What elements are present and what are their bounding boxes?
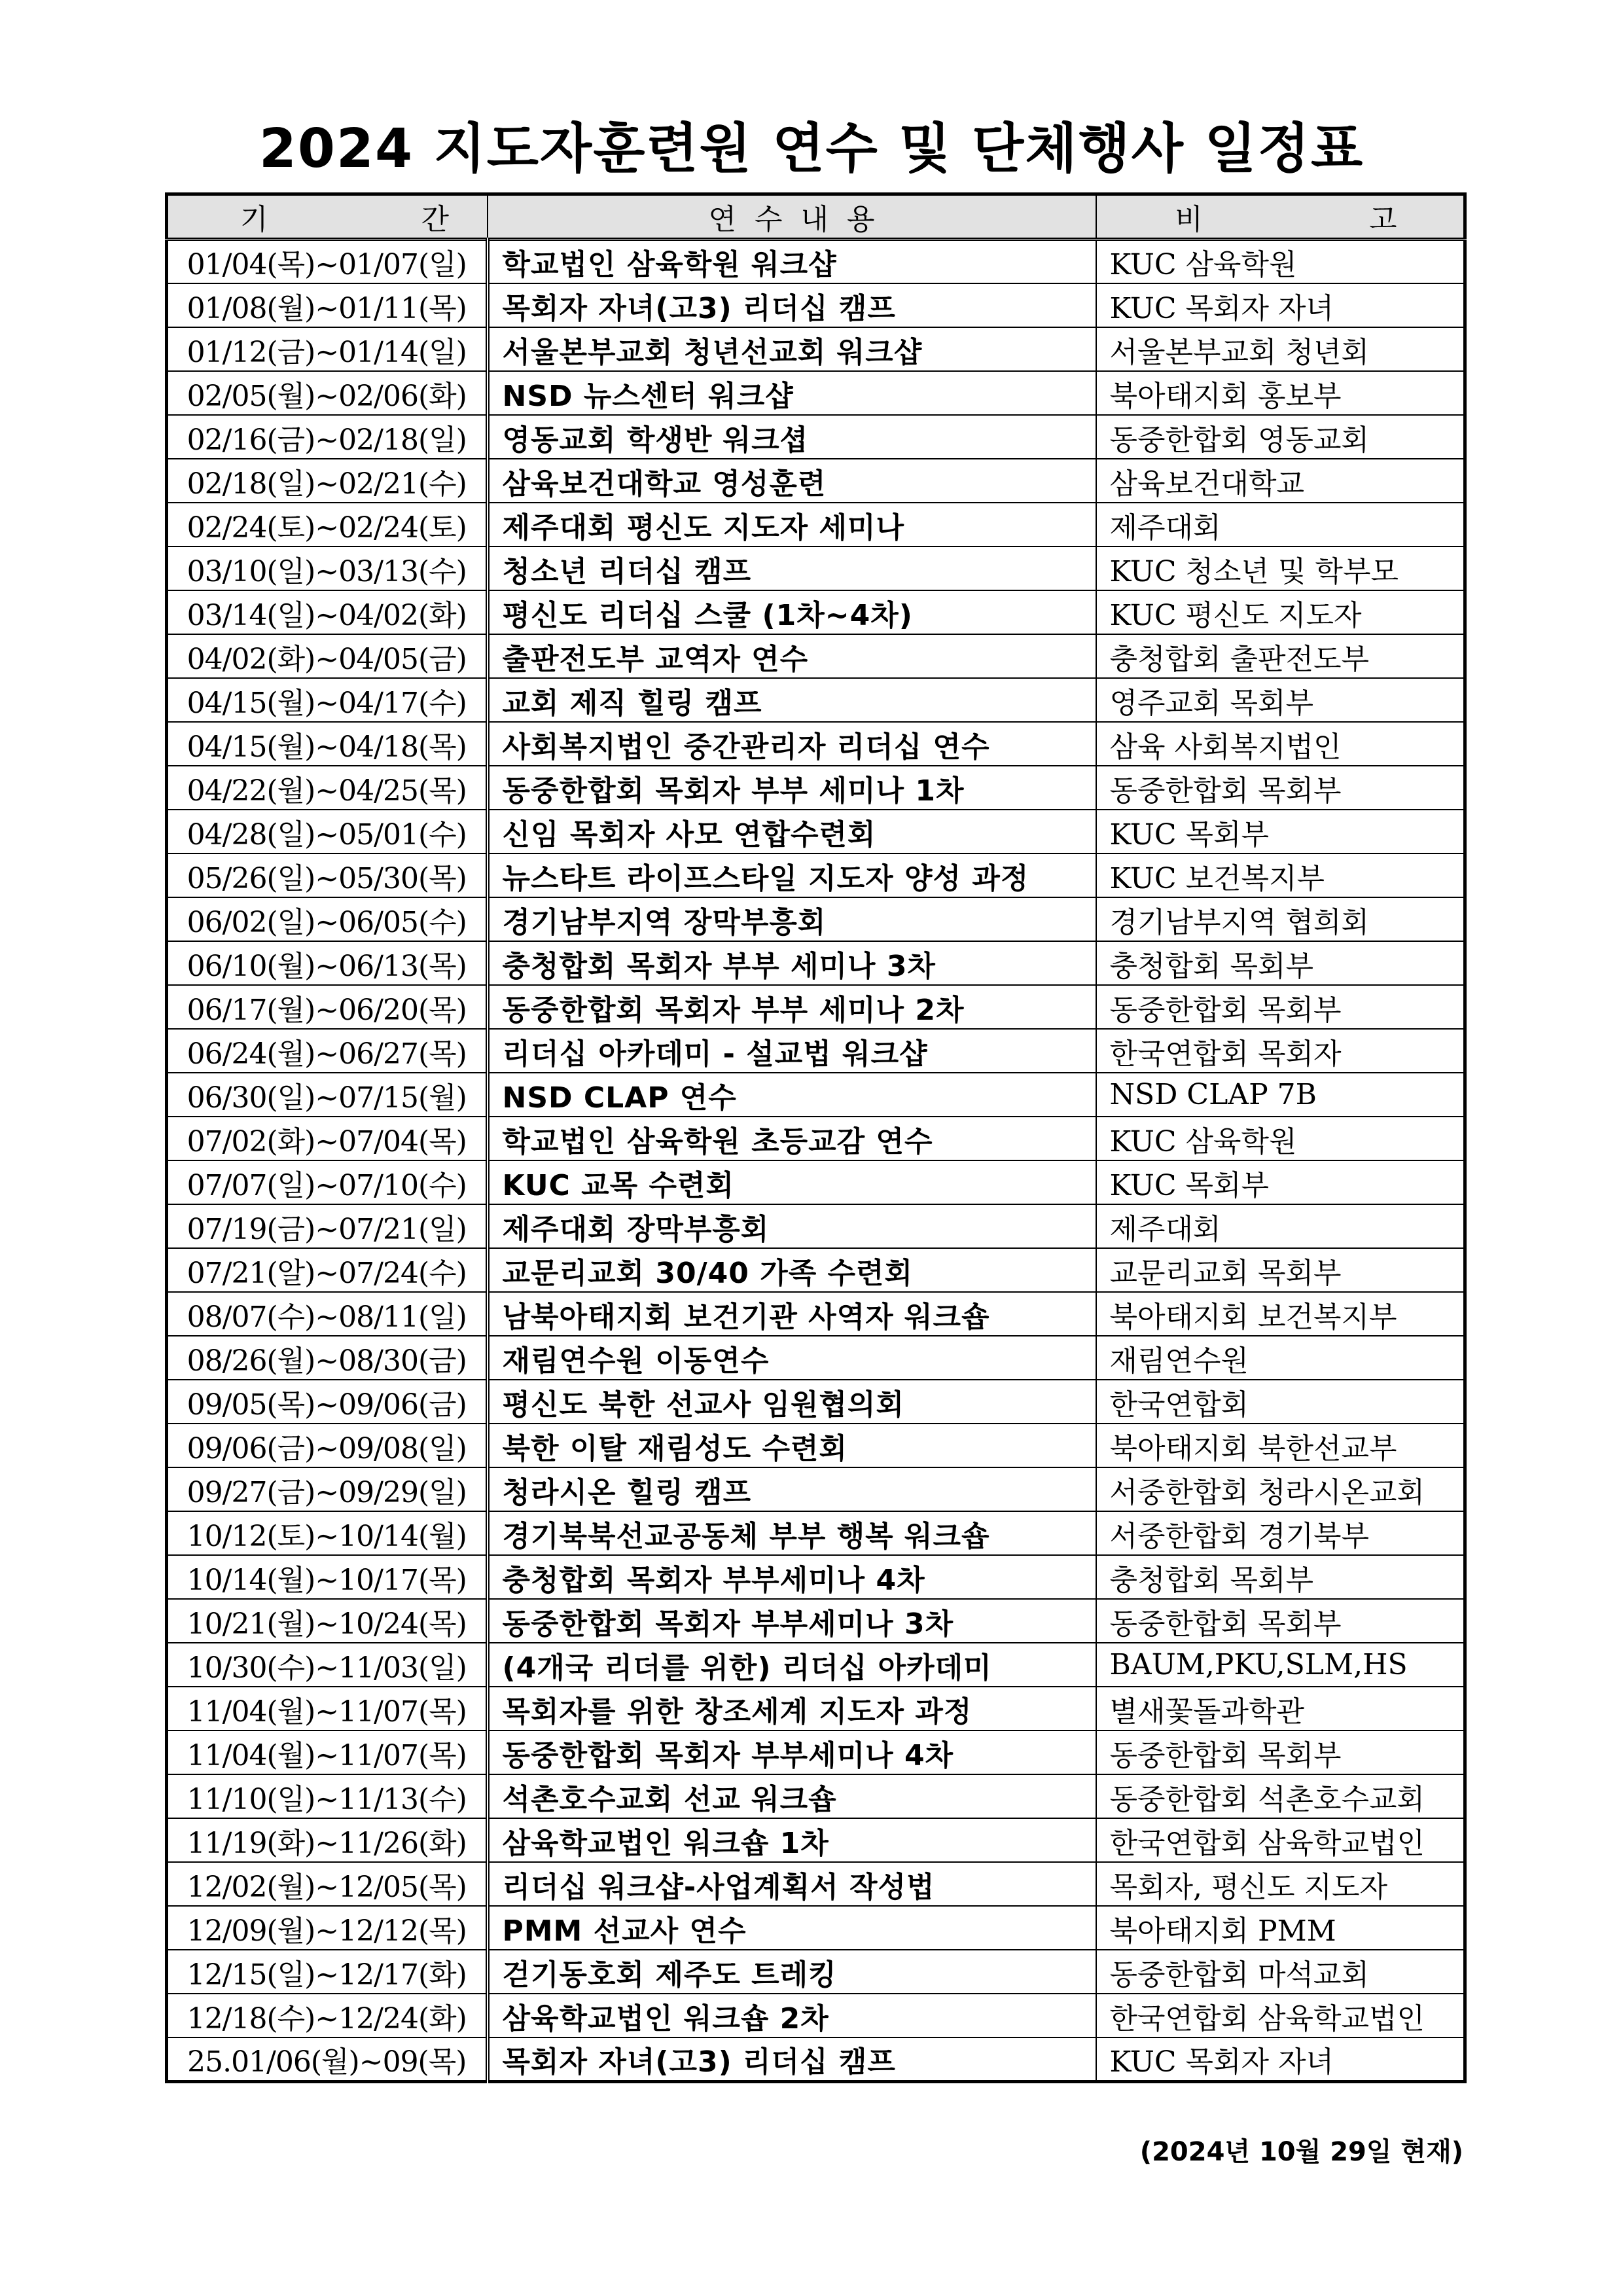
- table-row: [167, 1994, 1465, 2037]
- content-cell: 걷기동호회 제주도 트레킹: [488, 1950, 1096, 1994]
- period-cell: 11/19(화)~11/26(화): [167, 1818, 488, 1862]
- period-cell: 04/22(월)~04/25(목): [167, 766, 488, 810]
- table-row: [167, 1687, 1465, 1731]
- table-row: [167, 810, 1465, 853]
- content-cell: 남북아태지회 보건기관 사역자 워크숍: [488, 1292, 1096, 1336]
- content-cell: 충청합회 목회자 부부 세미나 3차: [488, 941, 1096, 985]
- schedule-body: [167, 240, 1465, 2082]
- period-cell: 06/02(일)~06/05(수): [167, 897, 488, 941]
- table-row: [167, 897, 1465, 941]
- content-cell: 동중한합회 목회자 부부 세미나 1차: [488, 766, 1096, 810]
- period-cell: 12/15(일)~12/17(화): [167, 1950, 488, 1994]
- column-header-note: 비 고: [1096, 194, 1465, 240]
- table-row: [167, 1731, 1465, 1774]
- table-row: [167, 1117, 1465, 1160]
- period-cell: 01/04(목)~01/07(일): [167, 240, 488, 284]
- period-cell: 11/04(월)~11/07(목): [167, 1687, 488, 1731]
- table-row: [167, 1511, 1465, 1555]
- table-row: [167, 941, 1465, 985]
- page-title: 2024 지도자훈련원 연수 및 단체행사 일정표: [259, 118, 1364, 180]
- period-cell: 03/10(일)~03/13(수): [167, 547, 488, 590]
- note-cell: 한국연합회: [1096, 1380, 1465, 1424]
- table-row: [167, 240, 1465, 284]
- period-cell: 04/15(월)~04/18(목): [167, 722, 488, 766]
- note-cell: 영주교회 목회부: [1096, 678, 1465, 722]
- table-row: [167, 1424, 1465, 1467]
- content-cell: 청라시온 힐링 캠프: [488, 1467, 1096, 1511]
- column-header-content: 연수내용: [488, 194, 1096, 240]
- content-cell: 경기북북선교공동체 부부 행복 워크숍: [488, 1511, 1096, 1555]
- table-row: [167, 1906, 1465, 1950]
- content-cell: 평신도 북한 선교사 임원협의회: [488, 1380, 1096, 1424]
- table-row: [167, 1950, 1465, 1994]
- note-cell: 동중한합회 목회부: [1096, 985, 1465, 1029]
- note-cell: 교문리교회 목회부: [1096, 1248, 1465, 1292]
- period-cell: 02/18(일)~02/21(수): [167, 459, 488, 503]
- column-header-period: 기 간: [167, 194, 488, 240]
- period-cell: 10/21(월)~10/24(목): [167, 1599, 488, 1643]
- content-cell: 목회자를 위한 창조세계 지도자 과정: [488, 1687, 1096, 1731]
- period-cell: 06/30(일)~07/15(월): [167, 1073, 488, 1117]
- note-cell: KUC 목회자 자녀: [1096, 2037, 1465, 2082]
- table-row: [167, 590, 1465, 634]
- table-row: [167, 1029, 1465, 1073]
- note-cell: 재림연수원: [1096, 1336, 1465, 1380]
- content-cell: NSD CLAP 연수: [488, 1073, 1096, 1117]
- period-cell: 05/26(일)~05/30(목): [167, 853, 488, 897]
- period-cell: 04/02(화)~04/05(금): [167, 634, 488, 678]
- table-row: [167, 1073, 1465, 1117]
- note-cell: KUC 목회자 자녀: [1096, 283, 1465, 327]
- table-row: [167, 1774, 1465, 1818]
- content-cell: 삼육보건대학교 영성훈련: [488, 459, 1096, 503]
- period-cell: 11/10(일)~11/13(수): [167, 1774, 488, 1818]
- period-cell: 01/12(금)~01/14(일): [167, 327, 488, 371]
- period-cell: 07/21(알)~07/24(수): [167, 1248, 488, 1292]
- table-row: [167, 547, 1465, 590]
- note-cell: BAUM,PKU,SLM,HS: [1096, 1643, 1465, 1687]
- period-cell: 06/17(월)~06/20(목): [167, 985, 488, 1029]
- note-cell: 한국연합회 목회자: [1096, 1029, 1465, 1073]
- note-cell: 북아태지회 보건복지부: [1096, 1292, 1465, 1336]
- content-cell: 삼육학교법인 워크숍 1차: [488, 1818, 1096, 1862]
- period-cell: 09/06(금)~09/08(일): [167, 1424, 488, 1467]
- content-cell: KUC 교목 수련회: [488, 1160, 1096, 1204]
- table-row: [167, 1292, 1465, 1336]
- note-cell: 북아태지회 PMM: [1096, 1906, 1465, 1950]
- note-cell: 북아태지회 북한선교부: [1096, 1424, 1465, 1467]
- note-cell: 북아태지회 홍보부: [1096, 371, 1465, 415]
- content-cell: 학교법인 삼육학원 워크샵: [488, 240, 1096, 284]
- period-cell: 08/26(월)~08/30(금): [167, 1336, 488, 1380]
- note-cell: KUC 목회부: [1096, 810, 1465, 853]
- table-row: [167, 283, 1465, 327]
- table-row: [167, 1818, 1465, 1862]
- note-cell: 충청합회 목회부: [1096, 941, 1465, 985]
- table-row: [167, 985, 1465, 1029]
- note-cell: 한국연합회 삼육학교법인: [1096, 1994, 1465, 2037]
- table-row: [167, 634, 1465, 678]
- schedule-table: [165, 192, 1476, 2083]
- note-cell: KUC 평신도 지도자: [1096, 590, 1465, 634]
- note-cell: KUC 청소년 및 학부모: [1096, 547, 1465, 590]
- period-cell: 06/10(월)~06/13(목): [167, 941, 488, 985]
- content-cell: 뉴스타트 라이프스타일 지도자 양성 과정: [488, 853, 1096, 897]
- content-cell: 석촌호수교회 선교 워크숍: [488, 1774, 1096, 1818]
- content-cell: 경기남부지역 장막부흥회: [488, 897, 1096, 941]
- table-row: [167, 503, 1465, 547]
- content-cell: 재림연수원 이동연수: [488, 1336, 1096, 1380]
- note-cell: 동중한합회 목회부: [1096, 1599, 1465, 1643]
- content-cell: 북한 이탈 재림성도 수련회: [488, 1424, 1096, 1467]
- period-cell: 10/14(월)~10/17(목): [167, 1555, 488, 1599]
- content-cell: 제주대회 평신도 지도자 세미나: [488, 503, 1096, 547]
- table-row: [167, 1555, 1465, 1599]
- note-cell: 한국연합회 삼육학교법인: [1096, 1818, 1465, 1862]
- table-row: [167, 415, 1465, 459]
- note-cell: 서중한합회 청라시온교회: [1096, 1467, 1465, 1511]
- table-row: [167, 678, 1465, 722]
- note-cell: 경기남부지역 협희회: [1096, 897, 1465, 941]
- period-cell: 10/12(토)~10/14(월): [167, 1511, 488, 1555]
- note-cell: 목회자, 평신도 지도자: [1096, 1862, 1465, 1906]
- period-cell: 08/07(수)~08/11(일): [167, 1292, 488, 1336]
- note-cell: 삼육 사회복지법인: [1096, 722, 1465, 766]
- content-cell: 평신도 리더십 스쿨 (1차~4차): [488, 590, 1096, 634]
- table-row: [167, 1380, 1465, 1424]
- note-cell: KUC 목회부: [1096, 1160, 1465, 1204]
- period-cell: 03/14(일)~04/02(화): [167, 590, 488, 634]
- table-row: [167, 1248, 1465, 1292]
- content-cell: 교회 제직 힐링 캠프: [488, 678, 1096, 722]
- period-cell: 01/08(월)~01/11(목): [167, 283, 488, 327]
- content-cell: 리더십 워크샵-사업계획서 작성법: [488, 1862, 1096, 1906]
- table-row: [167, 1467, 1465, 1511]
- note-cell: 동중한합회 마석교회: [1096, 1950, 1465, 1994]
- period-cell: 12/02(월)~12/05(목): [167, 1862, 488, 1906]
- period-cell: 02/16(금)~02/18(일): [167, 415, 488, 459]
- period-cell: 02/05(월)~02/06(화): [167, 371, 488, 415]
- content-cell: 동중한합회 목회자 부부세미나 4차: [488, 1731, 1096, 1774]
- period-cell: 09/05(목)~09/06(금): [167, 1380, 488, 1424]
- content-cell: 목회자 자녀(고3) 리더십 캠프: [488, 2037, 1096, 2082]
- content-cell: 학교법인 삼육학원 초등교감 연수: [488, 1117, 1096, 1160]
- table-row: [167, 1643, 1465, 1687]
- period-cell: 09/27(금)~09/29(일): [167, 1467, 488, 1511]
- content-cell: 리더십 아카데미 - 설교법 워크샵: [488, 1029, 1096, 1073]
- period-cell: 07/07(일)~07/10(수): [167, 1160, 488, 1204]
- table-row: [167, 327, 1465, 371]
- period-cell: 12/09(월)~12/12(목): [167, 1906, 488, 1950]
- content-cell: (4개국 리더를 위한) 리더십 아카데미: [488, 1643, 1096, 1687]
- period-cell: 06/24(월)~06/27(목): [167, 1029, 488, 1073]
- table-row: [167, 766, 1465, 810]
- content-cell: 신임 목회자 사모 연합수련회: [488, 810, 1096, 853]
- note-cell: 충청합회 출판전도부: [1096, 634, 1465, 678]
- note-cell: 서울본부교회 청년회: [1096, 327, 1465, 371]
- note-cell: 서중한합회 경기북부: [1096, 1511, 1465, 1555]
- period-cell: 11/04(월)~11/07(목): [167, 1731, 488, 1774]
- table-row: [167, 371, 1465, 415]
- note-cell: 동중한합회 석촌호수교회: [1096, 1774, 1465, 1818]
- content-cell: NSD 뉴스센터 워크샵: [488, 371, 1096, 415]
- period-cell: 12/18(수)~12/24(화): [167, 1994, 488, 2037]
- table-header-row: [167, 194, 1465, 240]
- note-cell: 제주대회: [1096, 1204, 1465, 1248]
- table-row: [167, 722, 1465, 766]
- table-row: [167, 853, 1465, 897]
- content-cell: 서울본부교회 청년선교회 워크샵: [488, 327, 1096, 371]
- note-cell: 충청합회 목회부: [1096, 1555, 1465, 1599]
- note-cell: KUC 삼육학원: [1096, 1117, 1465, 1160]
- as-of-date-note: (2024년 10월 29일 현재): [1139, 2137, 1463, 2167]
- table-row: [167, 1160, 1465, 1204]
- content-cell: 동중한합회 목회자 부부 세미나 2차: [488, 985, 1096, 1029]
- period-cell: 07/02(화)~07/04(목): [167, 1117, 488, 1160]
- content-cell: 목회자 자녀(고3) 리더십 캠프: [488, 283, 1096, 327]
- period-cell: 10/30(수)~11/03(일): [167, 1643, 488, 1687]
- content-cell: 청소년 리더십 캠프: [488, 547, 1096, 590]
- content-cell: PMM 선교사 연수: [488, 1906, 1096, 1950]
- content-cell: 동중한합회 목회자 부부세미나 3차: [488, 1599, 1096, 1643]
- note-cell: KUC 보건복지부: [1096, 853, 1465, 897]
- period-cell: 04/15(월)~04/17(수): [167, 678, 488, 722]
- period-cell: 25.01/06(월)~09(목): [167, 2037, 488, 2082]
- note-cell: NSD CLAP 7B: [1096, 1073, 1465, 1117]
- period-cell: 04/28(일)~05/01(수): [167, 810, 488, 853]
- table-row: [167, 1204, 1465, 1248]
- table-row: [167, 1336, 1465, 1380]
- content-cell: 사회복지법인 중간관리자 리더십 연수: [488, 722, 1096, 766]
- content-cell: 교문리교회 30/40 가족 수련회: [488, 1248, 1096, 1292]
- table-row: [167, 459, 1465, 503]
- note-cell: 삼육보건대학교: [1096, 459, 1465, 503]
- table-row: [167, 2037, 1465, 2082]
- note-cell: KUC 삼육학원: [1096, 240, 1465, 284]
- note-cell: 제주대회: [1096, 503, 1465, 547]
- content-cell: 제주대회 장막부흥회: [488, 1204, 1096, 1248]
- content-cell: 영동교회 학생반 워크셥: [488, 415, 1096, 459]
- period-cell: 07/19(금)~07/21(일): [167, 1204, 488, 1248]
- content-cell: 충청합회 목회자 부부세미나 4차: [488, 1555, 1096, 1599]
- note-cell: 동중한합회 목회부: [1096, 766, 1465, 810]
- period-cell: 02/24(토)~02/24(토): [167, 503, 488, 547]
- table-row: [167, 1862, 1465, 1906]
- content-cell: 삼육학교법인 워크숍 2차: [488, 1994, 1096, 2037]
- table-row: [167, 1599, 1465, 1643]
- note-cell: 동중한합회 목회부: [1096, 1731, 1465, 1774]
- note-cell: 동중한합회 영동교회: [1096, 415, 1465, 459]
- content-cell: 출판전도부 교역자 연수: [488, 634, 1096, 678]
- note-cell: 별새꽃돌과학관: [1096, 1687, 1465, 1731]
